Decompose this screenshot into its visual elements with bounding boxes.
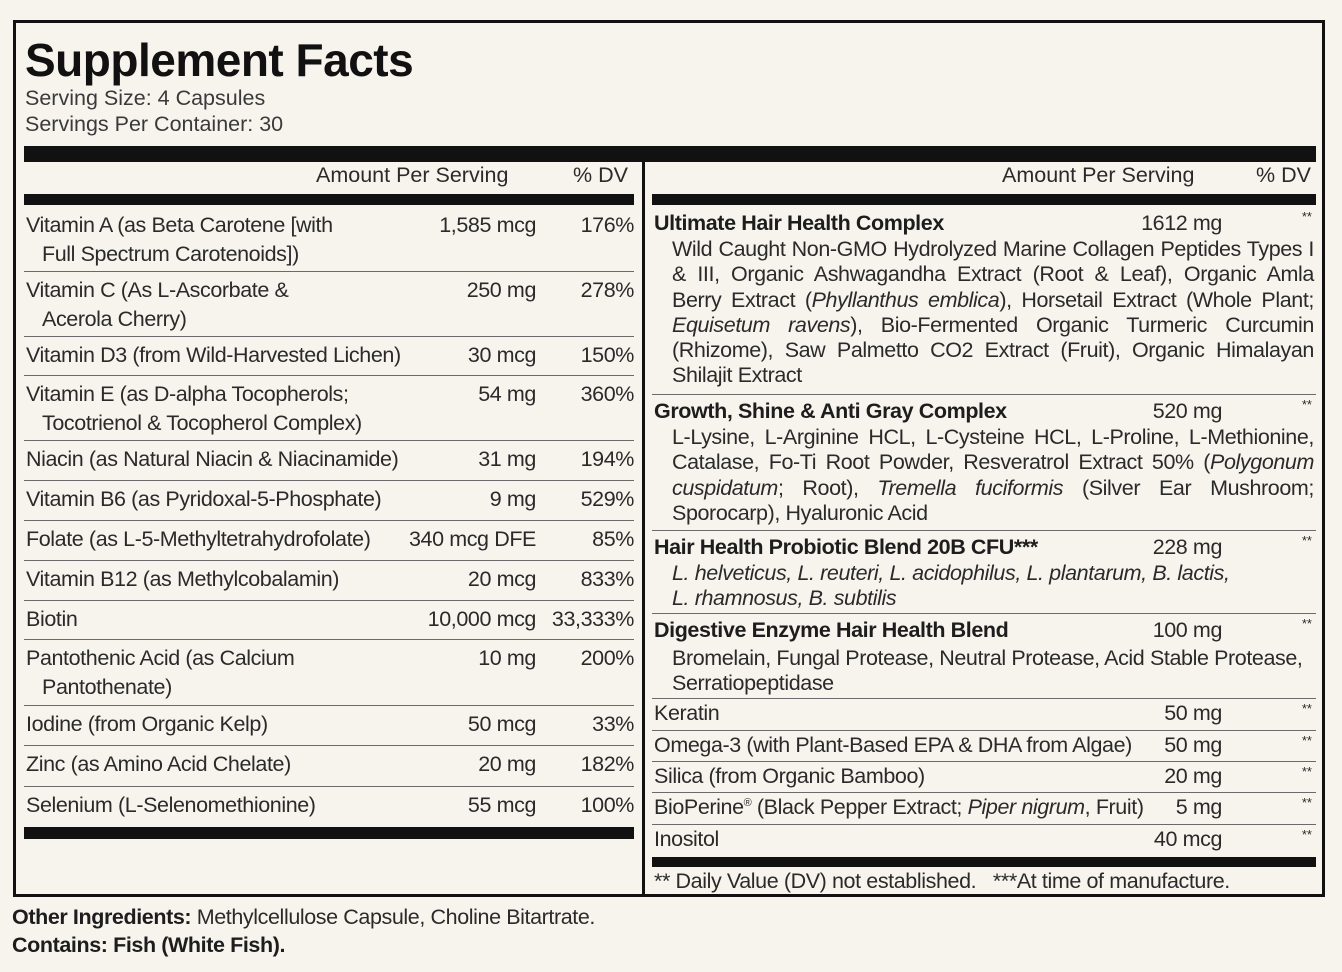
nutrient-row [24, 787, 634, 827]
nutrient-row [24, 521, 634, 561]
nutrient-dv: 833% [580, 567, 634, 591]
ingredient-dv: ** [1301, 701, 1312, 716]
nutrient-row [24, 337, 634, 376]
top-thick-divider [24, 146, 1316, 162]
blend-amount: 228 mg [1152, 535, 1222, 559]
nutrient-row [24, 272, 634, 337]
nutrient-name: Niacin (as Natural Niacin & Niacinamide) [26, 447, 399, 471]
ingredient-amount: 50 mg [1164, 733, 1222, 757]
blend-amount: 100 mg [1152, 618, 1222, 642]
blend-dv: ** [1301, 533, 1312, 548]
nutrient-dv: 194% [580, 447, 634, 471]
nutrient-amount: 9 mg [489, 487, 536, 511]
ingredient-name: Keratin [654, 701, 720, 725]
ingredient-row [652, 731, 1316, 762]
ingredient-name: Omega-3 (with Plant-Based EPA & DHA from Algae) [654, 733, 1132, 757]
nutrient-name: Vitamin B6 (as Pyridoxal-5-Phosphate) [26, 487, 382, 511]
nutrient-amount: 20 mcg [467, 567, 536, 591]
blend-name: Digestive Enzyme Hair Health Blend [654, 618, 1009, 642]
blend-dv: ** [1301, 616, 1312, 631]
nutrient-amount: 340 mcg DFE [408, 527, 536, 551]
nutrient-name: Folate (as L-5-Methyltetrahydrofolate) [26, 527, 371, 551]
nutrient-row [24, 601, 634, 640]
blend-name: Ultimate Hair Health Complex [654, 211, 944, 235]
nutrient-dv: 200% [580, 646, 634, 670]
other-ingredients: Other Ingredients: Methylcellulose Capsule, Choline Bitartrate. [12, 905, 595, 929]
ingredient-row [652, 699, 1316, 731]
nutrient-row [24, 640, 634, 706]
nutrient-amount: 10,000 mcg [427, 607, 536, 631]
nutrient-amount: 10 mg [478, 646, 536, 670]
nutrient-name: Vitamin C (As L-Ascorbate & Acerola Cherry) [26, 278, 289, 331]
footnote: ** Daily Value (DV) not established. ***At time of manufacture. [654, 869, 1230, 893]
nutrient-dv: 529% [580, 487, 634, 511]
nutrient-row [24, 561, 634, 601]
ingredient-dv: ** [1301, 827, 1312, 842]
blend-row [652, 207, 1316, 395]
ingredient-amount: 5 mg [1175, 795, 1222, 819]
nutrient-row [24, 207, 634, 272]
blend-ingredients: Wild Caught Non-GMO Hydrolyzed Marine Collagen Peptides Types I & III, Organic Ashwagandha Extract (Root & Leaf), Organic Amla Berry Extract (Phyllanthus emblica), Horsetail Extract (Whole Plant; Equisetum ravens), Bio-Fermented Organic Turmeric Curcumin (Rhizome), Saw Palmetto CO2 Extract (Fruit), Organic Himalayan Shilajit Extract [672, 237, 1314, 388]
servings-per-container: Servings Per Container: 30 [25, 112, 284, 136]
panel-title: Supplement Facts [25, 34, 414, 86]
nutrient-name: Vitamin A (as Beta Carotene [with Full Spectrum Carotenoids]) [26, 213, 333, 266]
nutrient-name: Zinc (as Amino Acid Chelate) [26, 752, 291, 776]
nutrient-name: Pantothenic Acid (as Calcium Pantothenate) [26, 646, 295, 699]
nutrient-name: Selenium (L-Selenomethionine) [26, 793, 316, 817]
blend-ingredients: Bromelain, Fungal Protease, Neutral Protease, Acid Stable Protease, Serratiopeptidase [672, 646, 1303, 696]
ingredient-amount: 40 mcg [1153, 827, 1222, 851]
blend-name: Growth, Shine & Anti Gray Complex [654, 399, 1007, 423]
nutrient-name: Vitamin D3 (from Wild-Harvested Lichen) [26, 343, 401, 367]
nutrient-name: Vitamin B12 (as Methylcobalamin) [26, 567, 340, 591]
supplement-facts-panel [13, 20, 1325, 897]
blend-dv: ** [1301, 397, 1312, 412]
nutrient-amount: 54 mg [478, 382, 536, 406]
blend-dv: ** [1301, 209, 1312, 224]
nutrient-amount: 50 mcg [467, 712, 536, 736]
nutrient-row [24, 441, 634, 481]
nutrient-row [24, 376, 634, 441]
nutrient-amount: 55 mcg [467, 793, 536, 817]
nutrient-dv: 150% [580, 343, 634, 367]
allergen-statement: Contains: Fish (White Fish). [12, 933, 286, 957]
serving-size: Serving Size: 4 Capsules [25, 86, 266, 110]
nutrient-dv: 33% [592, 712, 634, 736]
ingredient-amount: 50 mg [1164, 701, 1222, 725]
nutrient-name: Iodine (from Organic Kelp) [26, 712, 268, 736]
ingredient-row [652, 762, 1316, 793]
ingredient-dv: ** [1301, 764, 1312, 779]
ingredient-row [652, 793, 1316, 825]
right-header-divider [652, 194, 1316, 205]
blend-row [652, 395, 1316, 531]
right-bottom-divider [652, 857, 1316, 867]
right-header-amount: Amount Per Serving [1002, 163, 1195, 187]
ingredient-name: Silica (from Organic Bamboo) [654, 764, 925, 788]
blend-row [652, 531, 1316, 614]
nutrient-amount: 1,585 mcg [439, 213, 536, 237]
nutrient-dv: 278% [580, 278, 634, 302]
nutrient-amount: 250 mg [466, 278, 536, 302]
ingredient-dv: ** [1301, 733, 1312, 748]
nutrient-row [24, 746, 634, 787]
nutrient-name: Biotin [26, 607, 78, 631]
nutrient-amount: 31 mg [478, 447, 536, 471]
ingredient-name: BioPerine® (Black Pepper Extract; Piper nigrum, Fruit) [654, 795, 1144, 819]
blend-ingredients: L. helveticus, L. reuteri, L. acidophilus, L. plantarum, B. lactis, L. rhamnosus, B. subtilis [672, 561, 1230, 611]
nutrient-dv: 100% [580, 793, 634, 817]
nutrient-dv: 85% [592, 527, 634, 551]
ingredient-dv: ** [1301, 795, 1312, 810]
right-header-dv: % DV [1256, 163, 1311, 187]
left-bottom-divider [24, 827, 634, 839]
nutrient-row [24, 481, 634, 521]
left-header-divider [24, 194, 634, 205]
ingredient-name: Inositol [654, 827, 719, 851]
nutrient-dv: 176% [580, 213, 634, 237]
blend-ingredients: L-Lysine, L-Arginine HCL, L-Cysteine HCL, L-Proline, L-Methionine, Catalase, Fo-Ti Root Powder, Resveratrol Extract 50% (Polygonum cuspidatum; Root), Tremella fuciformis (Silver Ear Mushroom; Sporocarp), Hyaluronic Acid [672, 425, 1314, 525]
left-header-amount: Amount Per Serving [316, 163, 509, 187]
nutrient-row [24, 706, 634, 746]
blend-row [652, 614, 1316, 699]
blend-amount: 520 mg [1152, 399, 1222, 423]
nutrient-amount: 30 mcg [467, 343, 536, 367]
nutrient-amount: 20 mg [478, 752, 536, 776]
nutrient-name: Vitamin E (as D-alpha Tocopherols; Tocotrienol & Tocopherol Complex) [26, 382, 362, 435]
blend-name: Hair Health Probiotic Blend 20B CFU*** [654, 535, 1038, 559]
ingredient-row [652, 825, 1316, 857]
nutrient-dv: 182% [580, 752, 634, 776]
left-header-dv: % DV [573, 163, 628, 187]
nutrient-dv: 360% [580, 382, 634, 406]
blend-amount: 1612 mg [1141, 211, 1222, 235]
nutrient-dv: 33,333% [551, 607, 634, 631]
column-divider [642, 162, 645, 897]
ingredient-amount: 20 mg [1164, 764, 1222, 788]
